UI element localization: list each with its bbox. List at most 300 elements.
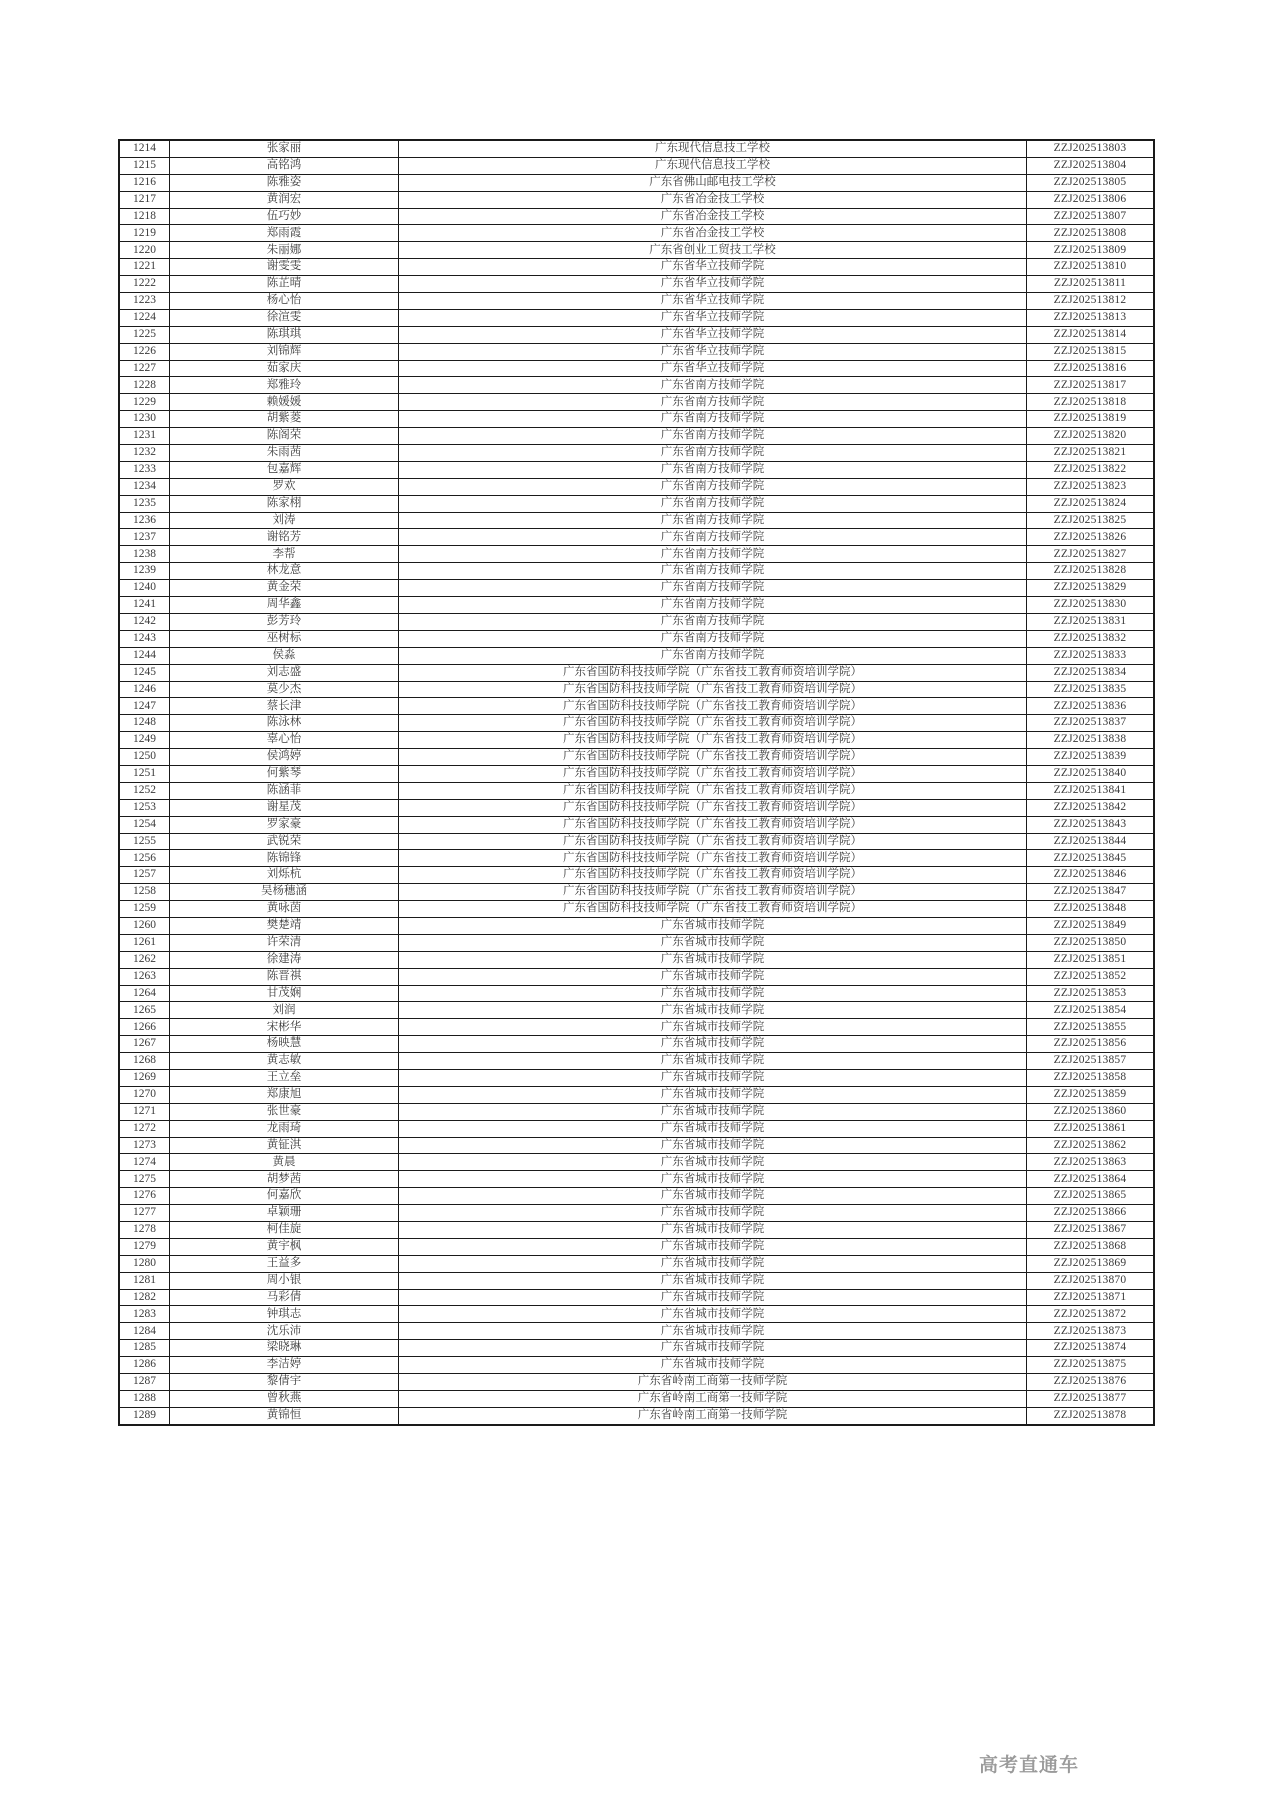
table-row [119, 326, 1154, 343]
name-cell: 郑康旭 [170, 1086, 399, 1103]
school-cell: 广东省南方技师学院 [399, 445, 1027, 462]
seq-cell: 1275 [119, 1171, 170, 1188]
seq-cell: 1279 [119, 1238, 170, 1255]
cert-cell: ZZJ202513855 [1027, 1019, 1155, 1036]
name-cell: 柯佳旋 [170, 1222, 399, 1239]
name-cell: 高铭鸿 [170, 157, 399, 174]
cert-cell: ZZJ202513813 [1027, 309, 1155, 326]
name-cell: 周小银 [170, 1272, 399, 1289]
school-cell: 广东省南方技师学院 [399, 597, 1027, 614]
school-cell: 广东省国防科技技师学院（广东省技工教育师资培训学院） [399, 867, 1027, 884]
school-cell: 广东省南方技师学院 [399, 613, 1027, 630]
cert-cell: ZZJ202513848 [1027, 901, 1155, 918]
seq-cell: 1234 [119, 478, 170, 495]
school-cell: 广东省城市技师学院 [399, 1255, 1027, 1272]
table-row [119, 1137, 1154, 1154]
seq-cell: 1289 [119, 1407, 170, 1424]
school-cell: 广东现代信息技工学校 [399, 140, 1027, 157]
school-cell: 广东省冶金技工学校 [399, 225, 1027, 242]
school-cell: 广东省城市技师学院 [399, 1340, 1027, 1357]
name-cell: 卓颖珊 [170, 1205, 399, 1222]
name-cell: 陈晋祺 [170, 968, 399, 985]
cert-cell: ZZJ202513836 [1027, 698, 1155, 715]
table-row [119, 1205, 1154, 1222]
seq-cell: 1274 [119, 1154, 170, 1171]
seq-cell: 1225 [119, 326, 170, 343]
name-cell: 侯淼 [170, 647, 399, 664]
table-row [119, 799, 1154, 816]
table-row [119, 157, 1154, 174]
table-row [119, 445, 1154, 462]
table-row [119, 546, 1154, 563]
seq-cell: 1261 [119, 934, 170, 951]
school-cell: 广东省南方技师学院 [399, 377, 1027, 394]
school-cell: 广东省城市技师学院 [399, 1306, 1027, 1323]
cert-cell: ZZJ202513835 [1027, 681, 1155, 698]
seq-cell: 1243 [119, 630, 170, 647]
name-cell: 谢雯雯 [170, 259, 399, 276]
cert-cell: ZZJ202513865 [1027, 1188, 1155, 1205]
seq-cell: 1286 [119, 1357, 170, 1374]
cert-cell: ZZJ202513827 [1027, 546, 1155, 563]
seq-cell: 1236 [119, 512, 170, 529]
table-row [119, 749, 1154, 766]
name-cell: 陈泳林 [170, 715, 399, 732]
table-row [119, 833, 1154, 850]
seq-cell: 1251 [119, 765, 170, 782]
school-cell: 广东省华立技师学院 [399, 276, 1027, 293]
school-cell: 广东省南方技师学院 [399, 478, 1027, 495]
seq-cell: 1216 [119, 174, 170, 191]
school-cell: 广东省南方技师学院 [399, 529, 1027, 546]
name-cell: 刘烁杭 [170, 867, 399, 884]
table-row [119, 1103, 1154, 1120]
name-cell: 刘涛 [170, 512, 399, 529]
school-cell: 广东省国防科技技师学院（广东省技工教育师资培训学院） [399, 681, 1027, 698]
seq-cell: 1254 [119, 816, 170, 833]
cert-cell: ZZJ202513864 [1027, 1171, 1155, 1188]
school-cell: 广东省国防科技技师学院（广东省技工教育师资培训学院） [399, 799, 1027, 816]
table-row [119, 985, 1154, 1002]
cert-cell: ZZJ202513805 [1027, 174, 1155, 191]
table-row [119, 191, 1154, 208]
cert-cell: ZZJ202513844 [1027, 833, 1155, 850]
school-cell: 广东省国防科技技师学院（广东省技工教育师资培训学院） [399, 664, 1027, 681]
seq-cell: 1288 [119, 1390, 170, 1407]
seq-cell: 1276 [119, 1188, 170, 1205]
roster-table-body [119, 140, 1154, 1425]
seq-cell: 1263 [119, 968, 170, 985]
name-cell: 伍巧妙 [170, 208, 399, 225]
cert-cell: ZZJ202513810 [1027, 259, 1155, 276]
table-row [119, 901, 1154, 918]
seq-cell: 1220 [119, 242, 170, 259]
name-cell: 李帮 [170, 546, 399, 563]
table-row [119, 951, 1154, 968]
seq-cell: 1233 [119, 461, 170, 478]
seq-cell: 1280 [119, 1255, 170, 1272]
school-cell: 广东省城市技师学院 [399, 1357, 1027, 1374]
seq-cell: 1245 [119, 664, 170, 681]
cert-cell: ZZJ202513808 [1027, 225, 1155, 242]
table-row [119, 276, 1154, 293]
name-cell: 胡紫菱 [170, 411, 399, 428]
cert-cell: ZZJ202513869 [1027, 1255, 1155, 1272]
table-row [119, 140, 1154, 157]
table-row [119, 698, 1154, 715]
table-row [119, 850, 1154, 867]
school-cell: 广东省城市技师学院 [399, 1002, 1027, 1019]
school-cell: 广东省华立技师学院 [399, 343, 1027, 360]
name-cell: 李洁婷 [170, 1357, 399, 1374]
name-cell: 梁晓琳 [170, 1340, 399, 1357]
school-cell: 广东省国防科技技师学院（广东省技工教育师资培训学院） [399, 715, 1027, 732]
cert-cell: ZZJ202513816 [1027, 360, 1155, 377]
name-cell: 黄志敏 [170, 1053, 399, 1070]
table-row [119, 1036, 1154, 1053]
cert-cell: ZZJ202513822 [1027, 461, 1155, 478]
table-row [119, 512, 1154, 529]
cert-cell: ZZJ202513852 [1027, 968, 1155, 985]
school-cell: 广东省国防科技技师学院（广东省技工教育师资培训学院） [399, 749, 1027, 766]
seq-cell: 1273 [119, 1137, 170, 1154]
seq-cell: 1283 [119, 1306, 170, 1323]
cert-cell: ZZJ202513843 [1027, 816, 1155, 833]
table-row [119, 1357, 1154, 1374]
name-cell: 谢铭芳 [170, 529, 399, 546]
name-cell: 曾秋燕 [170, 1390, 399, 1407]
school-cell: 广东省国防科技技师学院（广东省技工教育师资培训学院） [399, 698, 1027, 715]
cert-cell: ZZJ202513873 [1027, 1323, 1155, 1340]
table-row [119, 377, 1154, 394]
table-row [119, 816, 1154, 833]
name-cell: 朱雨茜 [170, 445, 399, 462]
seq-cell: 1256 [119, 850, 170, 867]
table-row [119, 1323, 1154, 1340]
cert-cell: ZZJ202513846 [1027, 867, 1155, 884]
name-cell: 王益多 [170, 1255, 399, 1272]
school-cell: 广东省城市技师学院 [399, 1272, 1027, 1289]
school-cell: 广东省国防科技技师学院（广东省技工教育师资培训学院） [399, 833, 1027, 850]
name-cell: 陈芷晴 [170, 276, 399, 293]
cert-cell: ZZJ202513809 [1027, 242, 1155, 259]
name-cell: 郑雨霞 [170, 225, 399, 242]
seq-cell: 1240 [119, 580, 170, 597]
school-cell: 广东现代信息技工学校 [399, 157, 1027, 174]
seq-cell: 1246 [119, 681, 170, 698]
name-cell: 黄锦恒 [170, 1407, 399, 1424]
table-row [119, 495, 1154, 512]
school-cell: 广东省国防科技技师学院（广东省技工教育师资培训学院） [399, 816, 1027, 833]
table-row [119, 411, 1154, 428]
seq-cell: 1214 [119, 140, 170, 157]
school-cell: 广东省城市技师学院 [399, 1103, 1027, 1120]
cert-cell: ZZJ202513828 [1027, 563, 1155, 580]
name-cell: 陈锦锋 [170, 850, 399, 867]
seq-cell: 1265 [119, 1002, 170, 1019]
cert-cell: ZZJ202513826 [1027, 529, 1155, 546]
table-row [119, 647, 1154, 664]
seq-cell: 1218 [119, 208, 170, 225]
name-cell: 陈雅姿 [170, 174, 399, 191]
school-cell: 广东省南方技师学院 [399, 630, 1027, 647]
seq-cell: 1238 [119, 546, 170, 563]
table-row [119, 208, 1154, 225]
name-cell: 许荣清 [170, 934, 399, 951]
name-cell: 黄咏茵 [170, 901, 399, 918]
seq-cell: 1228 [119, 377, 170, 394]
cert-cell: ZZJ202513830 [1027, 597, 1155, 614]
table-row [119, 867, 1154, 884]
school-cell: 广东省佛山邮电技工学校 [399, 174, 1027, 191]
name-cell: 郑雅玲 [170, 377, 399, 394]
cert-cell: ZZJ202513875 [1027, 1357, 1155, 1374]
name-cell: 王立垒 [170, 1069, 399, 1086]
name-cell: 陈琪琪 [170, 326, 399, 343]
school-cell: 广东省冶金技工学校 [399, 191, 1027, 208]
cert-cell: ZZJ202513840 [1027, 765, 1155, 782]
name-cell: 武锐荣 [170, 833, 399, 850]
table-row [119, 242, 1154, 259]
name-cell: 黄钲淇 [170, 1137, 399, 1154]
table-row [119, 1289, 1154, 1306]
cert-cell: ZZJ202513850 [1027, 934, 1155, 951]
school-cell: 广东省南方技师学院 [399, 461, 1027, 478]
seq-cell: 1239 [119, 563, 170, 580]
school-cell: 广东省南方技师学院 [399, 394, 1027, 411]
table-row [119, 1390, 1154, 1407]
name-cell: 辜心怡 [170, 732, 399, 749]
cert-cell: ZZJ202513867 [1027, 1222, 1155, 1239]
cert-cell: ZZJ202513862 [1027, 1137, 1155, 1154]
seq-cell: 1253 [119, 799, 170, 816]
name-cell: 黄金荣 [170, 580, 399, 597]
seq-cell: 1287 [119, 1374, 170, 1391]
cert-cell: ZZJ202513804 [1027, 157, 1155, 174]
table-row [119, 1069, 1154, 1086]
name-cell: 陈家栩 [170, 495, 399, 512]
school-cell: 广东省城市技师学院 [399, 1154, 1027, 1171]
seq-cell: 1249 [119, 732, 170, 749]
school-cell: 广东省城市技师学院 [399, 1036, 1027, 1053]
school-cell: 广东省国防科技技师学院（广东省技工教育师资培训学院） [399, 884, 1027, 901]
seq-cell: 1250 [119, 749, 170, 766]
cert-cell: ZZJ202513829 [1027, 580, 1155, 597]
school-cell: 广东省城市技师学院 [399, 1137, 1027, 1154]
cert-cell: ZZJ202513866 [1027, 1205, 1155, 1222]
table-row [119, 1222, 1154, 1239]
cert-cell: ZZJ202513833 [1027, 647, 1155, 664]
seq-cell: 1268 [119, 1053, 170, 1070]
cert-cell: ZZJ202513868 [1027, 1238, 1155, 1255]
table-row [119, 174, 1154, 191]
name-cell: 黄晨 [170, 1154, 399, 1171]
table-row [119, 293, 1154, 310]
school-cell: 广东省城市技师学院 [399, 1289, 1027, 1306]
table-row [119, 715, 1154, 732]
document-page [118, 139, 1148, 1426]
cert-cell: ZZJ202513811 [1027, 276, 1155, 293]
school-cell: 广东省华立技师学院 [399, 326, 1027, 343]
cert-cell: ZZJ202513878 [1027, 1407, 1155, 1424]
table-row [119, 428, 1154, 445]
seq-cell: 1266 [119, 1019, 170, 1036]
school-cell: 广东省南方技师学院 [399, 546, 1027, 563]
name-cell: 罗欢 [170, 478, 399, 495]
school-cell: 广东省城市技师学院 [399, 1188, 1027, 1205]
seq-cell: 1232 [119, 445, 170, 462]
seq-cell: 1282 [119, 1289, 170, 1306]
seq-cell: 1258 [119, 884, 170, 901]
cert-cell: ZZJ202513823 [1027, 478, 1155, 495]
table-row [119, 1019, 1154, 1036]
cert-cell: ZZJ202513838 [1027, 732, 1155, 749]
seq-cell: 1262 [119, 951, 170, 968]
school-cell: 广东省国防科技技师学院（广东省技工教育师资培训学院） [399, 765, 1027, 782]
name-cell: 张世豪 [170, 1103, 399, 1120]
school-cell: 广东省城市技师学院 [399, 1323, 1027, 1340]
school-cell: 广东省岭南工商第一技师学院 [399, 1374, 1027, 1391]
seq-cell: 1217 [119, 191, 170, 208]
cert-cell: ZZJ202513824 [1027, 495, 1155, 512]
name-cell: 彭芳玲 [170, 613, 399, 630]
cert-cell: ZZJ202513874 [1027, 1340, 1155, 1357]
seq-cell: 1241 [119, 597, 170, 614]
school-cell: 广东省南方技师学院 [399, 428, 1027, 445]
seq-cell: 1244 [119, 647, 170, 664]
table-row [119, 1188, 1154, 1205]
school-cell: 广东省国防科技技师学院（广东省技工教育师资培训学院） [399, 782, 1027, 799]
cert-cell: ZZJ202513849 [1027, 917, 1155, 934]
school-cell: 广东省城市技师学院 [399, 968, 1027, 985]
school-cell: 广东省国防科技技师学院（广东省技工教育师资培训学院） [399, 901, 1027, 918]
seq-cell: 1270 [119, 1086, 170, 1103]
seq-cell: 1248 [119, 715, 170, 732]
cert-cell: ZZJ202513854 [1027, 1002, 1155, 1019]
cert-cell: ZZJ202513834 [1027, 664, 1155, 681]
name-cell: 张家丽 [170, 140, 399, 157]
name-cell: 罗家豪 [170, 816, 399, 833]
school-cell: 广东省城市技师学院 [399, 1053, 1027, 1070]
cert-cell: ZZJ202513871 [1027, 1289, 1155, 1306]
cert-cell: ZZJ202513832 [1027, 630, 1155, 647]
school-cell: 广东省华立技师学院 [399, 259, 1027, 276]
table-row [119, 1306, 1154, 1323]
table-row [119, 1407, 1154, 1424]
cert-cell: ZZJ202513818 [1027, 394, 1155, 411]
school-cell: 广东省华立技师学院 [399, 309, 1027, 326]
cert-cell: ZZJ202513842 [1027, 799, 1155, 816]
table-row [119, 613, 1154, 630]
name-cell: 黄润宏 [170, 191, 399, 208]
school-cell: 广东省城市技师学院 [399, 985, 1027, 1002]
table-row [119, 934, 1154, 951]
name-cell: 赖媛媛 [170, 394, 399, 411]
cert-cell: ZZJ202513839 [1027, 749, 1155, 766]
name-cell: 宋彬华 [170, 1019, 399, 1036]
cert-cell: ZZJ202513807 [1027, 208, 1155, 225]
seq-cell: 1285 [119, 1340, 170, 1357]
seq-cell: 1247 [119, 698, 170, 715]
name-cell: 樊楚靖 [170, 917, 399, 934]
seq-cell: 1231 [119, 428, 170, 445]
name-cell: 刘锦辉 [170, 343, 399, 360]
school-cell: 广东省南方技师学院 [399, 647, 1027, 664]
table-row [119, 664, 1154, 681]
cert-cell: ZZJ202513872 [1027, 1306, 1155, 1323]
seq-cell: 1226 [119, 343, 170, 360]
table-row [119, 1053, 1154, 1070]
table-row [119, 732, 1154, 749]
seq-cell: 1284 [119, 1323, 170, 1340]
seq-cell: 1237 [119, 529, 170, 546]
school-cell: 广东省城市技师学院 [399, 1238, 1027, 1255]
cert-cell: ZZJ202513806 [1027, 191, 1155, 208]
cert-cell: ZZJ202513817 [1027, 377, 1155, 394]
table-row [119, 1272, 1154, 1289]
name-cell: 周华鑫 [170, 597, 399, 614]
name-cell: 何紫琴 [170, 765, 399, 782]
cert-cell: ZZJ202513853 [1027, 985, 1155, 1002]
name-cell: 吴杨穗涵 [170, 884, 399, 901]
cert-cell: ZZJ202513877 [1027, 1390, 1155, 1407]
school-cell: 广东省城市技师学院 [399, 951, 1027, 968]
table-row [119, 1154, 1154, 1171]
seq-cell: 1227 [119, 360, 170, 377]
school-cell: 广东省华立技师学院 [399, 360, 1027, 377]
school-cell: 广东省城市技师学院 [399, 1120, 1027, 1137]
name-cell: 陈涵菲 [170, 782, 399, 799]
name-cell: 刘润 [170, 1002, 399, 1019]
seq-cell: 1219 [119, 225, 170, 242]
seq-cell: 1255 [119, 833, 170, 850]
seq-cell: 1267 [119, 1036, 170, 1053]
table-row [119, 968, 1154, 985]
name-cell: 沈乐沛 [170, 1323, 399, 1340]
table-row [119, 1238, 1154, 1255]
table-row [119, 394, 1154, 411]
seq-cell: 1242 [119, 613, 170, 630]
school-cell: 广东省城市技师学院 [399, 1171, 1027, 1188]
table-row [119, 461, 1154, 478]
school-cell: 广东省南方技师学院 [399, 411, 1027, 428]
table-row [119, 917, 1154, 934]
seq-cell: 1259 [119, 901, 170, 918]
name-cell: 茹家庆 [170, 360, 399, 377]
cert-cell: ZZJ202513812 [1027, 293, 1155, 310]
name-cell: 谢星茂 [170, 799, 399, 816]
seq-cell: 1215 [119, 157, 170, 174]
cert-cell: ZZJ202513819 [1027, 411, 1155, 428]
name-cell: 徐渲雯 [170, 309, 399, 326]
cert-cell: ZZJ202513856 [1027, 1036, 1155, 1053]
name-cell: 莫少杰 [170, 681, 399, 698]
school-cell: 广东省城市技师学院 [399, 1069, 1027, 1086]
cert-cell: ZZJ202513845 [1027, 850, 1155, 867]
seq-cell: 1235 [119, 495, 170, 512]
seq-cell: 1252 [119, 782, 170, 799]
cert-cell: ZZJ202513814 [1027, 326, 1155, 343]
cert-cell: ZZJ202513863 [1027, 1154, 1155, 1171]
school-cell: 广东省南方技师学院 [399, 563, 1027, 580]
cert-cell: ZZJ202513831 [1027, 613, 1155, 630]
cert-cell: ZZJ202513815 [1027, 343, 1155, 360]
cert-cell: ZZJ202513841 [1027, 782, 1155, 799]
cert-cell: ZZJ202513870 [1027, 1272, 1155, 1289]
name-cell: 包嘉辉 [170, 461, 399, 478]
cert-cell: ZZJ202513821 [1027, 445, 1155, 462]
table-row [119, 309, 1154, 326]
